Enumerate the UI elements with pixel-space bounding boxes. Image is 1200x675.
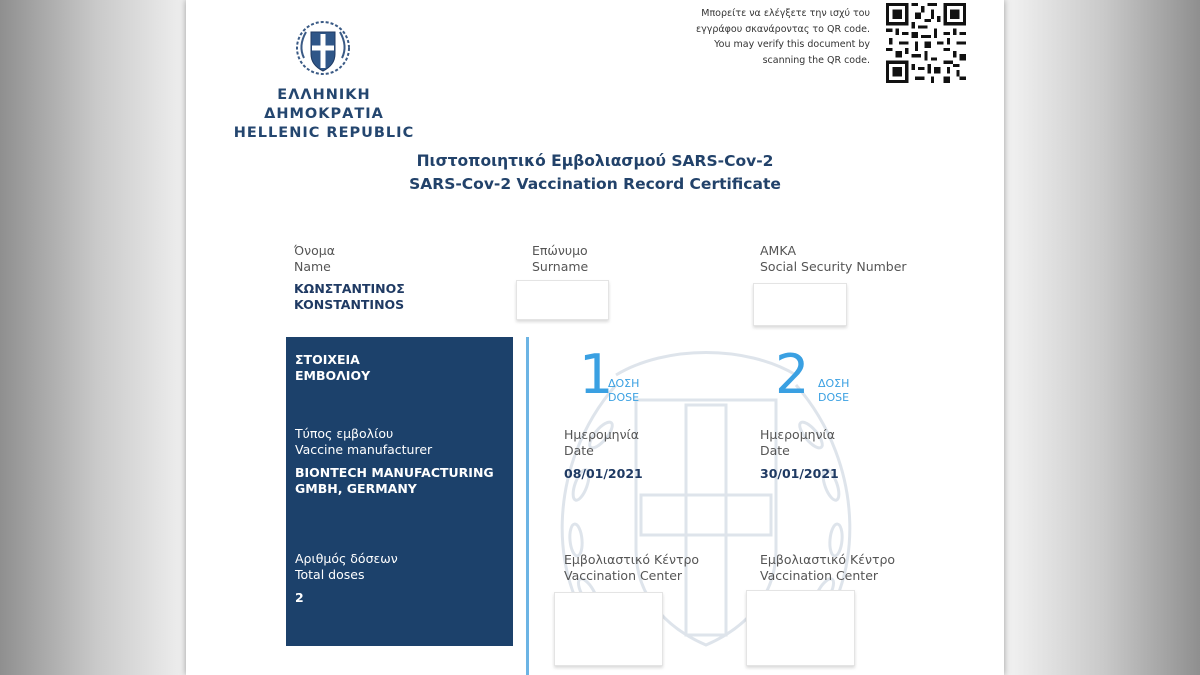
name-value-greek: ΚΩΝΣΤΑΝΤΙΝΟΣ xyxy=(294,281,405,296)
verify-line: Μπορείτε να ελέγξετε την ισχύ του xyxy=(701,8,870,19)
dose-2-center-redacted-box xyxy=(746,590,855,666)
dose-2-number: 2 xyxy=(775,343,810,406)
dose-2-caption-english: DOSE xyxy=(818,391,850,404)
dose-2-date-label-greek: Ημερομηνία xyxy=(760,427,836,442)
certificate-title-english: SARS-Cov-2 Vaccination Record Certificate xyxy=(409,175,781,193)
total-doses-value: 2 xyxy=(295,590,304,605)
coat-of-arms-icon xyxy=(294,18,352,80)
dose-1-caption-english: DOSE xyxy=(608,391,640,404)
verify-line: You may verify this document by xyxy=(714,39,870,50)
dose-1-number: 1 xyxy=(579,343,614,406)
dose-2-caption-greek: ΔΟΣΗ xyxy=(818,377,850,390)
verify-line: scanning the QR code. xyxy=(762,54,870,66)
dose-1-center-label-english: Vaccination Center xyxy=(564,567,683,583)
amka-label xyxy=(760,243,907,274)
name-value-english: KONSTANTINOS xyxy=(294,297,405,312)
total-doses-label-english: Total doses xyxy=(295,567,365,582)
vaccine-type-value-line1: BIONTECH MANUFACTURING xyxy=(295,465,494,480)
certificate-title xyxy=(186,150,1004,196)
dose-1-center-label xyxy=(564,552,699,583)
surname-label-english: Surname xyxy=(532,258,589,274)
amka-redacted-box xyxy=(753,283,847,326)
dose-2-center-label-greek: Εμβολιαστικό Κέντρο xyxy=(760,552,896,567)
vaccine-type-label-english: Vaccine manufacturer xyxy=(295,442,433,457)
name-label xyxy=(294,243,335,274)
dose-1-date-label-greek: Ημερομηνία xyxy=(564,427,640,442)
verify-instructions xyxy=(664,6,870,68)
surname-label xyxy=(532,243,588,274)
dose-1-date-label-english: Date xyxy=(564,442,594,458)
dose-2-date-label xyxy=(760,427,835,458)
surname-label-greek: Επώνυμο xyxy=(532,243,588,258)
name-label-greek: Όνομα xyxy=(294,243,335,258)
section-divider xyxy=(526,337,529,675)
dose-2-caption xyxy=(818,377,849,405)
name-value xyxy=(294,281,405,313)
verify-line: εγγράφου σκανάροντας το QR code. xyxy=(695,23,870,35)
certificate-title-greek: Πιστοποιητικό Εμβολιασμού SARS-Cov-2 xyxy=(416,152,774,170)
dose-2-date-value: 30/01/2021 xyxy=(760,466,839,481)
name-label-english: Name xyxy=(294,258,331,274)
vaccine-section-title-line1: ΣΤΟΙΧΕΙΑ xyxy=(295,352,360,367)
surname-redacted-box xyxy=(516,280,609,320)
vaccine-details-panel xyxy=(286,337,513,646)
dose-1-date-value: 08/01/2021 xyxy=(564,466,643,481)
amka-label-greek: ΑΜΚΑ xyxy=(760,243,797,258)
republic-name xyxy=(224,86,424,143)
dose-1-date-label xyxy=(564,427,639,458)
dose-2-center-label xyxy=(760,552,895,583)
republic-name-english: HELLENIC REPUBLIC xyxy=(233,125,415,141)
qr-code-icon[interactable] xyxy=(886,3,966,83)
dose-2-center-label-english: Vaccination Center xyxy=(760,567,879,583)
republic-name-greek: ΕΛΛΗΝΙΚΗ ΔΗΜΟΚΡΑΤΙΑ xyxy=(264,87,384,122)
dose-1-center-redacted-box xyxy=(554,592,663,666)
vaccine-section-title-line2: ΕΜΒΟΛΙΟΥ xyxy=(295,368,371,383)
dose-2-date-label-english: Date xyxy=(760,442,790,458)
dose-1-caption xyxy=(608,377,639,405)
dose-1-center-label-greek: Εμβολιαστικό Κέντρο xyxy=(564,552,700,567)
total-doses-label-greek: Αριθμός δόσεων xyxy=(295,551,398,566)
certificate-page xyxy=(186,0,1004,675)
dose-1-caption-greek: ΔΟΣΗ xyxy=(608,377,640,390)
vaccine-type-value-line2: GMBH, GERMANY xyxy=(295,481,417,496)
vaccine-type-label-greek: Τύπος εμβολίου xyxy=(295,426,394,441)
amka-label-english: Social Security Number xyxy=(760,258,907,274)
